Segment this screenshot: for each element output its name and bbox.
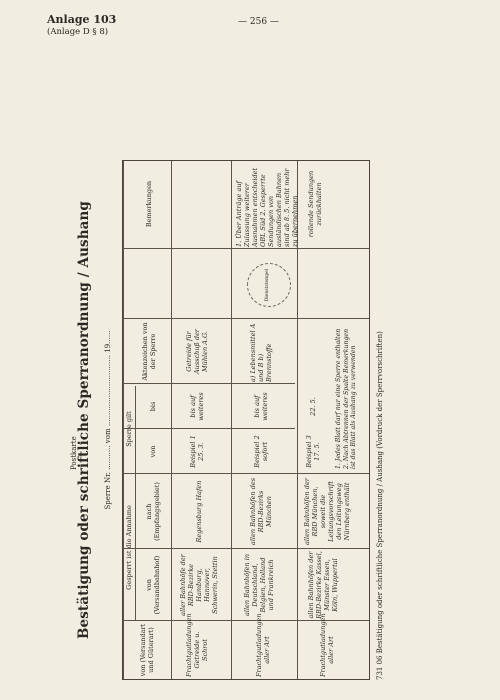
- stamp-circle: [247, 263, 291, 307]
- row1-aktenzeichen: Getreide für Ausschuß der Mühlen A.G.: [185, 328, 209, 375]
- header-gesperrt: Gesperrt ist die Annahme: [125, 505, 133, 590]
- annex-header: [47, 14, 116, 38]
- annex-reference: (Anlage D § 8): [47, 27, 109, 37]
- row3-bis: 22. 5.: [309, 397, 317, 416]
- header-sperre-gilt: Sperre gilt: [125, 411, 133, 447]
- header-von: von (Versandbahnhof): [145, 555, 161, 615]
- row2-type: Frachtgutladungen aller Art: [255, 613, 271, 677]
- row1-type: Frachtgutladungen Getreide u. Schrot: [185, 613, 209, 677]
- footnotes: 1. Jedes Blatt darf nur eine Sperre enthalten 2. Nach Abtrennen der Spalte Bemerkungen ist das Blatt als Aushang zu verwenden: [335, 328, 357, 469]
- header-nach: nach (Empfangsgebiet): [145, 482, 161, 541]
- annex-title: Anlage 103: [47, 13, 117, 26]
- row1-von-date: Beispiel 1 25. 3.: [189, 435, 205, 468]
- row3-von: allen Bahnhöfen der RBD-Bezirke Kassel, Münster Essen, Köln, Wuppertal: [307, 551, 339, 619]
- row1-nach: Regensburg Hafen: [195, 480, 203, 543]
- row3-von-date: Beispiel 3 17. 5.: [305, 435, 321, 468]
- header-bemerkungen: Bemerkungen: [145, 180, 153, 228]
- sheet-label: Postkarte: [70, 436, 78, 470]
- row2-nach: allen Bahnhöfen des RBD-Bezirks München: [249, 477, 273, 546]
- row3-nach: allen Bahnhöfen der RBD München, soweit die Leitungsvorschrift den Leitungsweg Nürnberg enthält: [303, 478, 351, 545]
- form-table: [122, 160, 370, 680]
- row2-bemerkungen: 1. Über Anträge auf Zulassung weiterer Ausnahmen entscheidet OBL Süd 2. Gesperrte Sendungen von ausländischen Bahnen sind ab 8. 5. nicht mehr zu übernehmen: [235, 167, 299, 247]
- row1-von: aller Bahnhöfe der RBD-Bezirke Hamburg, Hannover, Schwerin, Stettin: [179, 554, 219, 616]
- form-title: Bestätigung oder schriftliche Sperranordnung / Aushang: [76, 201, 92, 639]
- row2-bis: bis auf weiteres: [253, 392, 269, 421]
- header-bis: bis: [149, 401, 157, 412]
- stamp-label: Dienststempel: [265, 268, 270, 302]
- form-subline: Sperre Nr. ........... vom ................................ 19......: [104, 330, 112, 510]
- header-von-date: von: [149, 445, 157, 458]
- rotated-form: [70, 140, 400, 700]
- row2-aktenzeichen: a) Lebensmittel A und B b) Brennstoffe: [249, 323, 273, 382]
- row2-von-date: Beispiel 2 sofort: [253, 435, 269, 468]
- row1-bis: bis auf weiteres: [189, 392, 205, 421]
- header-aktenzeichen: Aktenzeichen von der Sperre: [141, 322, 157, 381]
- page-number: — 256 —: [238, 17, 279, 27]
- form-reference-line: 731 06 Bestätigung oder schriftliche Sperranordnung / Aushang (Vordruck der Sperrvorschriften): [376, 331, 384, 680]
- header-type: von (Versandart und Güterart): [139, 623, 155, 677]
- row3-bemerkungen: rollende Sendungen zurückhalten: [307, 170, 323, 238]
- row2-von: allen Bahnhöfen in Deutschland, Belgien, Holland und Frankreich: [243, 553, 275, 617]
- row3-type: Frachtgutladungen aller Art: [319, 613, 335, 677]
